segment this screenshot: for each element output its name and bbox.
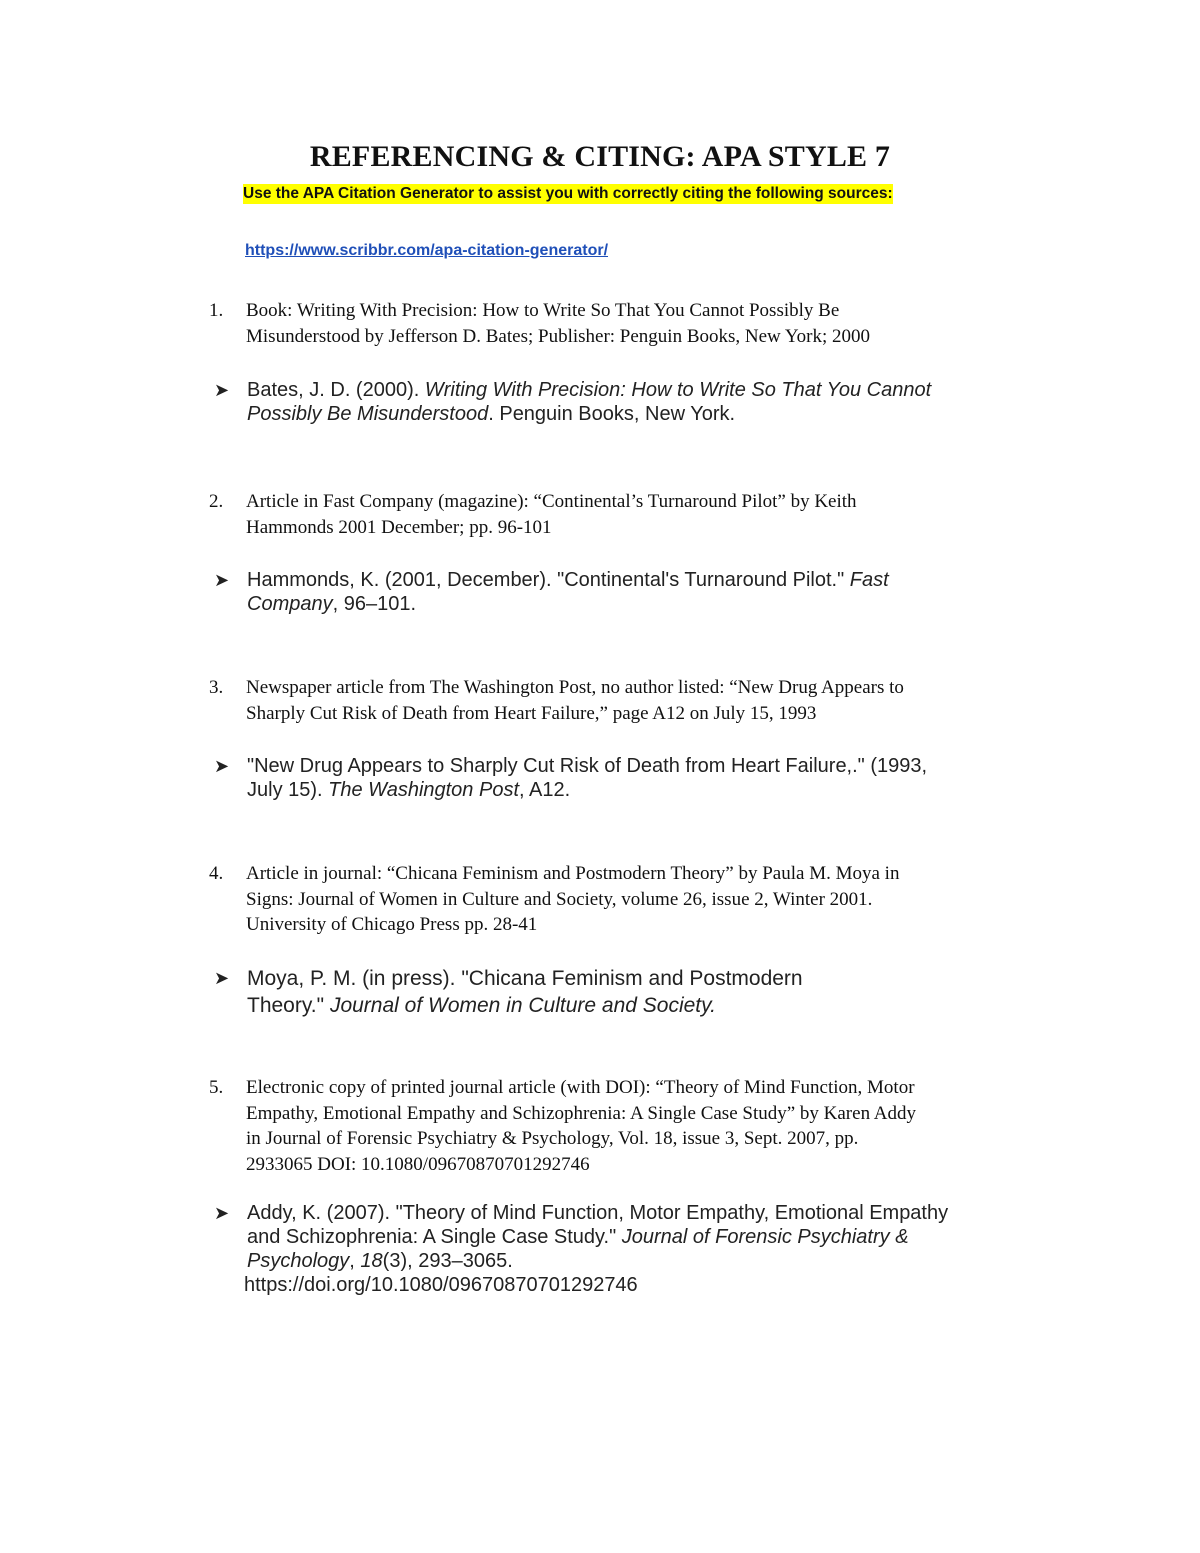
arrow-bullet-icon: ➤ [214,968,230,988]
ref-text: July 15). [247,779,329,801]
ref-text: , 96–101. [332,593,417,615]
source-line: Newspaper article from The Washington Post, no author listed: “New Drug Appears to [246,677,904,698]
ref-italic: Fast [849,569,889,591]
source-line: Hammonds 2001 December; pp. 96-101 [246,516,552,538]
source-line: Empathy, Emotional Empathy and Schizophrenia: A Single Case Study” by Karen Addy [246,1102,916,1124]
item-number: 4. [209,863,224,884]
ref-text: , A12. [519,779,571,801]
source-line: Signs: Journal of Women in Culture and Society, volume 26, issue 2, Winter 2001. [246,888,873,910]
ref-text: Moya, P. M. (in press). "Chicana Feminism and Postmodern [247,967,803,990]
ref-text: . Penguin Books, New York. [488,403,736,425]
item-number: 1. [209,300,224,321]
ref-text: "New Drug Appears to Sharply Cut Risk of Death from Heart Failure,." (1993, [247,755,928,777]
item-number: 3. [209,677,224,698]
arrow-bullet-icon: ➤ [214,756,230,776]
ref-italic: Possibly Be Misunderstood [247,403,489,425]
item-number: 5. [209,1077,224,1098]
doi-link[interactable]: https://doi.org/10.1080/09670870701292746 [244,1274,638,1296]
ref-italic: Journal of Forensic Psychiatry & [621,1226,909,1248]
ref-text: and Schizophrenia: A Single Case Study." [247,1226,622,1248]
reference-item-1 [214,378,1047,426]
source-line: Misunderstood by Jefferson D. Bates; Publisher: Penguin Books, New York; 2000 [246,325,871,347]
ref-text: Theory." [247,994,330,1017]
source-item-3 [209,675,1046,726]
ref-italic: The Washington Post [328,779,520,801]
ref-text: Addy, K. (2007). "Theory of Mind Function, Motor Empathy, Emotional Empathy [247,1202,949,1224]
highlighted-instruction: Use the APA Citation Generator to assist you with correctly citing the following sources: [243,185,893,202]
reference-item-5 [214,1201,1047,1297]
source-item-2 [209,489,1046,540]
source-line: Electronic copy of printed journal article (with DOI): “Theory of Mind Function, Motor [246,1077,915,1098]
item-number: 2. [209,491,224,512]
source-line: 2933065 DOI: 10.1080/09670870701292746 [246,1153,590,1175]
citation-generator-link[interactable]: https://www.scribbr.com/apa-citation-generator/ [245,242,609,259]
source-line: Article in journal: “Chicana Feminism and Postmodern Theory” by Paula M. Moya in [246,863,900,884]
source-item-1 [209,298,1046,349]
source-line: Book: Writing With Precision: How to Write So That You Cannot Possibly Be [246,300,840,321]
ref-italic: 18 [360,1250,383,1272]
ref-text: (3), 293–3065. [382,1250,513,1272]
ref-text: , [349,1250,361,1272]
source-line: University of Chicago Press pp. 28-41 [246,914,538,935]
ref-italic: Company [247,593,333,615]
arrow-bullet-icon: ➤ [214,1203,230,1223]
ref-italic: Writing With Precision: How to Write So That You Cannot [424,379,932,401]
source-item-5 [209,1075,1046,1177]
arrow-bullet-icon: ➤ [214,380,230,400]
page-title: REFERENCING & CITING: APA STYLE 7 [309,140,891,173]
ref-text: Hammonds, K. (2001, December). "Continental's Turnaround Pilot." [247,569,850,591]
ref-italic: Journal of Women in Culture and Society. [329,994,716,1017]
reference-item-3 [214,754,1047,802]
arrow-bullet-icon: ➤ [214,570,230,590]
source-line: Sharply Cut Risk of Death from Heart Failure,” page A12 on July 15, 1993 [246,702,817,724]
source-line: Article in Fast Company (magazine): “Continental’s Turnaround Pilot” by Keith [246,491,857,512]
ref-italic: Psychology [247,1250,350,1272]
ref-text: Bates, J. D. (2000). [247,379,425,401]
reference-item-4 [214,965,1047,1019]
source-item-4 [209,861,1046,938]
reference-item-2 [214,568,1047,616]
source-line: in Journal of Forensic Psychiatry & Psychology, Vol. 18, issue 3, Sept. 2007, pp. [246,1128,859,1149]
